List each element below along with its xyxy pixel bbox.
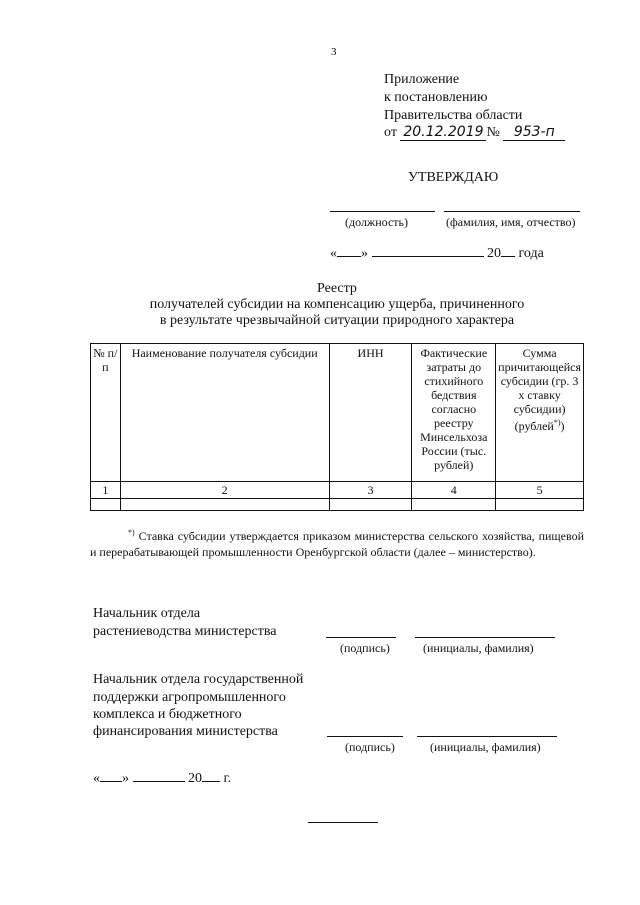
year-suffix: года [518, 246, 544, 261]
page-number: 3 [331, 46, 337, 58]
table-header-row [91, 344, 584, 482]
col-number-header: № п/п [91, 344, 121, 482]
signer1-name-line [415, 637, 555, 638]
col-number-index: 1 [91, 482, 121, 499]
position-caption: (должность) [345, 215, 408, 229]
quote-open: « [330, 246, 337, 261]
year-blank [501, 245, 515, 257]
month-blank [372, 245, 484, 257]
handwritten-date: 20.12.2019 [400, 124, 486, 141]
signer1-name-caption: (инициалы, фамилия) [423, 641, 534, 655]
registry-table [90, 343, 584, 511]
year-blank [202, 770, 220, 782]
registry-title: Реестр [317, 281, 357, 296]
registry-subtitle-2: в результате чрезвычайной ситуации природного характера [159, 313, 515, 328]
col-name-header: Наименование получателя субсидии [120, 344, 329, 482]
signer2-title-2: поддержки агропромышленного [93, 690, 286, 705]
signer1-title-1: Начальник отдела [93, 606, 201, 621]
quote-close: » [361, 246, 368, 261]
empty-cell [329, 499, 412, 511]
number-sign: № [486, 125, 500, 140]
registry-subtitle-1: получателей субсидии на компенсацию ущерба, причиненного [149, 297, 525, 312]
quote-close: » [122, 771, 129, 786]
closing-rule [308, 822, 378, 823]
col-inn-header: ИНН [329, 344, 412, 482]
table-numbering-row [91, 482, 584, 499]
month-blank [133, 770, 185, 782]
empty-cell [412, 499, 496, 511]
day-blank [337, 245, 361, 257]
empty-cell [496, 499, 584, 511]
footnote-text: Ставка субсидии утверждается приказом министерства сельского хозяйства, пищевой и перерабатывающей промышленности Оренбургской области (далее – министерство). [90, 529, 584, 559]
date-prefix: от [384, 125, 397, 140]
signer2-signature-line [327, 736, 403, 737]
signer2-sig-caption: (подпись) [345, 740, 395, 754]
position-line [330, 211, 435, 212]
bottom-date-line [93, 770, 231, 787]
signer2-title-1: Начальник отдела государственной [93, 672, 304, 687]
signer2-name-caption: (инициалы, фамилия) [430, 740, 541, 754]
handwritten-number: 953-п [503, 124, 565, 141]
signer2-name-line [417, 736, 557, 737]
sum-header-close: ) [560, 419, 565, 433]
name-line [444, 211, 580, 212]
appendix-date-line [384, 124, 565, 141]
empty-cell [91, 499, 121, 511]
year-suffix: г. [223, 771, 232, 786]
col-costs-header: Фактические затраты до стихийного бедствия согласно реестру Минсельхоза России (тыс. рублей) [412, 344, 496, 482]
table-empty-row [91, 499, 584, 511]
signer1-title-2: растениеводства министерства [93, 624, 277, 639]
year-prefix: 20 [487, 246, 501, 261]
signer2-title-3: комплекса и бюджетного [93, 707, 242, 722]
day-blank [100, 770, 122, 782]
appendix-title: Приложение [384, 72, 460, 87]
empty-cell [120, 499, 329, 511]
appendix-line2: к постановлению [384, 90, 488, 105]
col-name-index: 2 [120, 482, 329, 499]
signer1-sig-caption: (подпись) [340, 641, 390, 655]
sum-header-text: Сумма причитающейся субсидии (гр. 3 х ставку субсидии) (рублей [498, 346, 581, 433]
signer1-signature-line [326, 637, 396, 638]
sum-header-footnote-mark: *) [553, 418, 561, 427]
year-prefix: 20 [188, 771, 202, 786]
col-inn-index: 3 [329, 482, 412, 499]
col-sum-index: 5 [496, 482, 584, 499]
col-costs-index: 4 [412, 482, 496, 499]
col-sum-header [496, 344, 584, 482]
appendix-line3: Правительства области [384, 108, 523, 123]
signer2-title-4: финансирования министерства [93, 724, 278, 739]
approve-title: УТВЕРЖДАЮ [408, 170, 499, 185]
name-caption: (фамилия, имя, отчество) [446, 215, 576, 229]
quote-open: « [93, 771, 100, 786]
approve-date-line [330, 245, 544, 262]
footnote-mark: *) [128, 528, 135, 537]
footnote [90, 525, 584, 560]
